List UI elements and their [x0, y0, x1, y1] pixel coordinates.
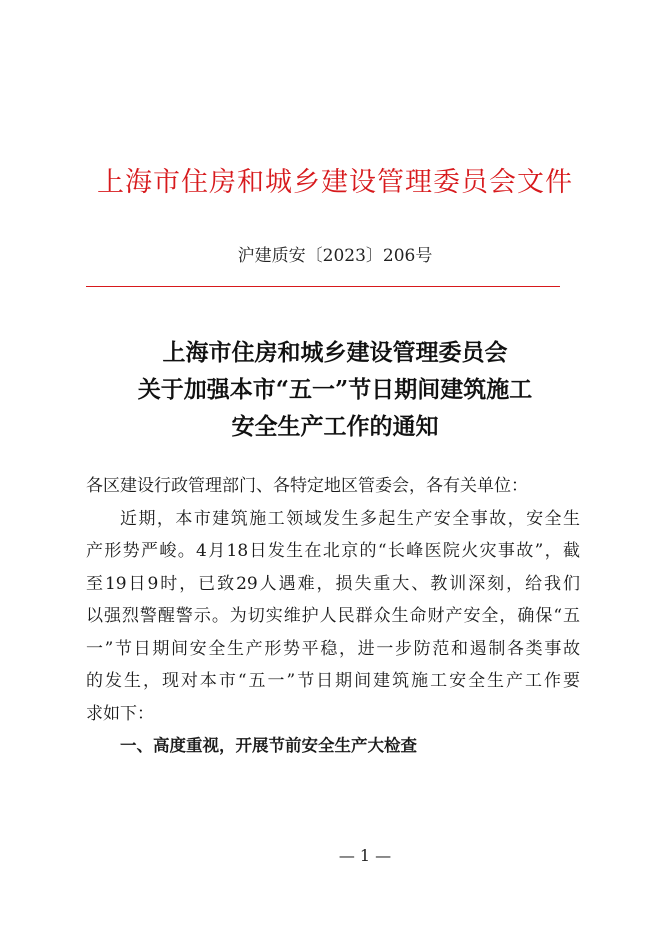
paragraph-line: 求如下： — [86, 703, 154, 724]
document-masthead: 上海市住房和城乡建设管理委员会文件 — [97, 167, 573, 198]
salutation: 各区建设行政管理部门、各特定地区管委会，各有关单位： — [86, 476, 528, 496]
paragraph-line: 至19日9时，已致29人遇难，损失重大、教训深刻，给我们 — [86, 573, 580, 594]
notice-title — [0, 334, 670, 445]
paragraph-line: 产形势严峻。4月18日发生在北京的“长峰医院火灾事故”，截 — [86, 541, 580, 561]
page-number: — 1 — — [338, 846, 392, 865]
paragraph-line: 的发生，现对本市“五一”节日期间建筑施工安全生产工作要 — [86, 671, 580, 691]
title-line-1: 上海市住房和城乡建设管理委员会 — [162, 339, 508, 366]
notice-body — [86, 470, 580, 763]
section-heading: 一、高度重视，开展节前安全生产大检查 — [120, 736, 417, 755]
paragraph-line: 近期，本市建筑施工领域发生多起生产安全事故，安全生 — [120, 508, 580, 529]
document-number: 沪建质安〔2023〕206号 — [237, 246, 433, 266]
title-line-3: 安全生产工作的通知 — [231, 413, 439, 440]
paragraph-line: 以强烈警醒警示。为切实维护人民群众生命财产安全，确保“五 — [86, 606, 580, 626]
red-separator-line — [86, 286, 560, 287]
paragraph-line: 一”节日期间安全生产形势平稳，进一步防范和遏制各类事故 — [86, 638, 580, 659]
title-line-2: 关于加强本市“五一”节日期间建筑施工 — [137, 376, 533, 403]
